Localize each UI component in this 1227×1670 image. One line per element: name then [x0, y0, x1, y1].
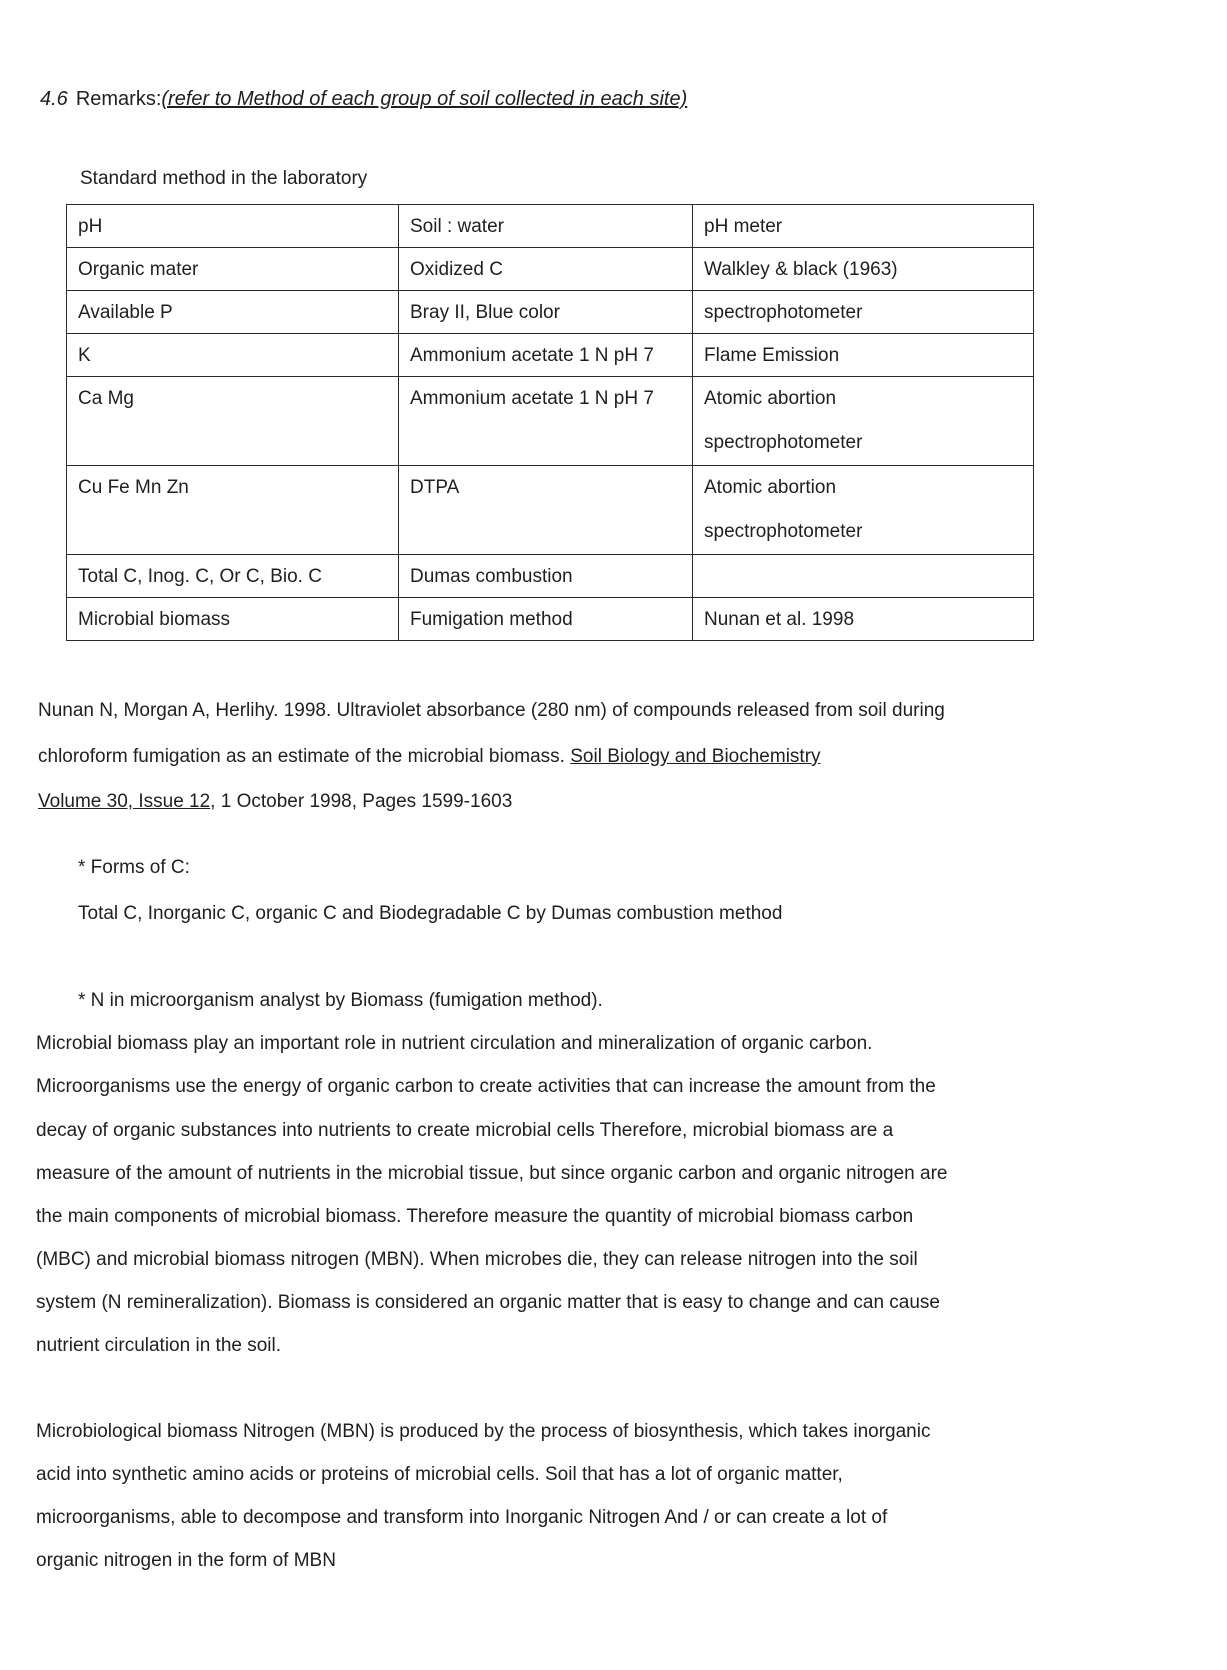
parameter-cell: Ca Mg	[67, 377, 399, 466]
instrument-cell	[693, 377, 1034, 466]
paragraph-line: Microbial biomass play an important role in nutrient circulation and mineralization of organic carbon.	[36, 1033, 873, 1054]
parameter-cell: Total C, Inog. C, Or C, Bio. C	[67, 555, 399, 598]
instrument-cell	[693, 555, 1034, 598]
table-row	[67, 248, 1034, 291]
parameter-cell: Available P	[67, 291, 399, 334]
method-cell: Ammonium acetate 1 N pH 7	[399, 334, 693, 377]
instrument-line: spectrophotometer	[704, 521, 863, 542]
method-cell: Bray II, Blue color	[399, 291, 693, 334]
table-row	[67, 334, 1034, 377]
table-row	[67, 205, 1034, 248]
journal-link[interactable]: Soil Biology and Biochemistry	[570, 746, 821, 767]
section-number: 4.6	[40, 88, 68, 110]
section-heading	[40, 88, 687, 111]
method-cell: Fumigation method	[399, 598, 693, 641]
table-caption: Standard method in the laboratory	[80, 168, 368, 189]
paragraph-line: measure of the amount of nutrients in the microbial tissue, but since organic carbon and organic nitrogen are	[36, 1163, 948, 1184]
parameter-cell: Organic mater	[67, 248, 399, 291]
paragraph-line: decay of organic substances into nutrients to create microbial cells Therefore, microbial biomass are a	[36, 1120, 894, 1141]
forms-of-c-title: * Forms of C:	[78, 857, 190, 878]
remarks-label: Remarks:	[75, 88, 162, 110]
instrument-cell: Flame Emission	[693, 334, 1034, 377]
paragraph-line: organic nitrogen in the form of MBN	[36, 1550, 336, 1571]
parameter-cell: K	[67, 334, 399, 377]
paragraph-line: (MBC) and microbial biomass nitrogen (MBN). When microbes die, they can release nitrogen into the soil	[36, 1249, 918, 1270]
remarks-note: (refer to Method of each group of soil collected in each site)	[161, 88, 688, 110]
method-cell: Ammonium acetate 1 N pH 7	[399, 377, 693, 466]
method-cell: Oxidized C	[399, 248, 693, 291]
forms-of-c-text: Total C, Inorganic C, organic C and Biodegradable C by Dumas combustion method	[78, 903, 783, 924]
table-row	[67, 291, 1034, 334]
paragraph-line: system (N remineralization). Biomass is considered an organic matter that is easy to change and can cause	[36, 1292, 940, 1313]
instrument-cell: Nunan et al. 1998	[693, 598, 1034, 641]
instrument-line: Atomic abortion	[704, 388, 837, 409]
reference-line	[38, 791, 512, 813]
reference-line	[38, 746, 821, 768]
instrument-cell	[693, 466, 1034, 555]
parameter-cell: pH	[67, 205, 399, 248]
paragraph-line: Microbiological biomass Nitrogen (MBN) is produced by the process of biosynthesis, which takes inorganic	[36, 1421, 931, 1442]
instrument-cell: pH meter	[693, 205, 1034, 248]
paragraph-line: acid into synthetic amino acids or proteins of microbial cells. Soil that has a lot of organic matter,	[36, 1464, 843, 1485]
instrument-cell: Walkley & black (1963)	[693, 248, 1034, 291]
volume-link[interactable]: Volume 30, Issue 12	[38, 791, 211, 812]
n-microorganism-title: * N in microorganism analyst by Biomass (fumigation method).	[78, 990, 603, 1011]
instrument-cell: spectrophotometer	[693, 291, 1034, 334]
reference-tail: , 1 October 1998, Pages 1599-1603	[210, 791, 513, 812]
table-row	[67, 555, 1034, 598]
paragraph-line: Microorganisms use the energy of organic carbon to create activities that can increase the amount from the	[36, 1076, 936, 1097]
reference-text: chloroform fumigation as an estimate of the microbial biomass.	[38, 746, 571, 767]
instrument-line: spectrophotometer	[704, 432, 863, 453]
table-row	[67, 466, 1034, 555]
method-cell: Dumas combustion	[399, 555, 693, 598]
table-row	[67, 598, 1034, 641]
reference-line: Nunan N, Morgan A, Herlihy. 1998. Ultraviolet absorbance (280 nm) of compounds released from soil during	[38, 700, 945, 721]
method-cell: Soil : water	[399, 205, 693, 248]
instrument-line: Atomic abortion	[704, 477, 837, 498]
paragraph-line: nutrient circulation in the soil.	[36, 1335, 282, 1356]
paragraph-line: the main components of microbial biomass. Therefore measure the quantity of microbial biomass carbon	[36, 1206, 914, 1227]
parameter-cell: Cu Fe Mn Zn	[67, 466, 399, 555]
method-cell: DTPA	[399, 466, 693, 555]
methods-table	[66, 204, 1034, 641]
table-row	[67, 377, 1034, 466]
parameter-cell: Microbial biomass	[67, 598, 399, 641]
paragraph-line: microorganisms, able to decompose and transform into Inorganic Nitrogen And / or can create a lot of	[36, 1507, 888, 1528]
